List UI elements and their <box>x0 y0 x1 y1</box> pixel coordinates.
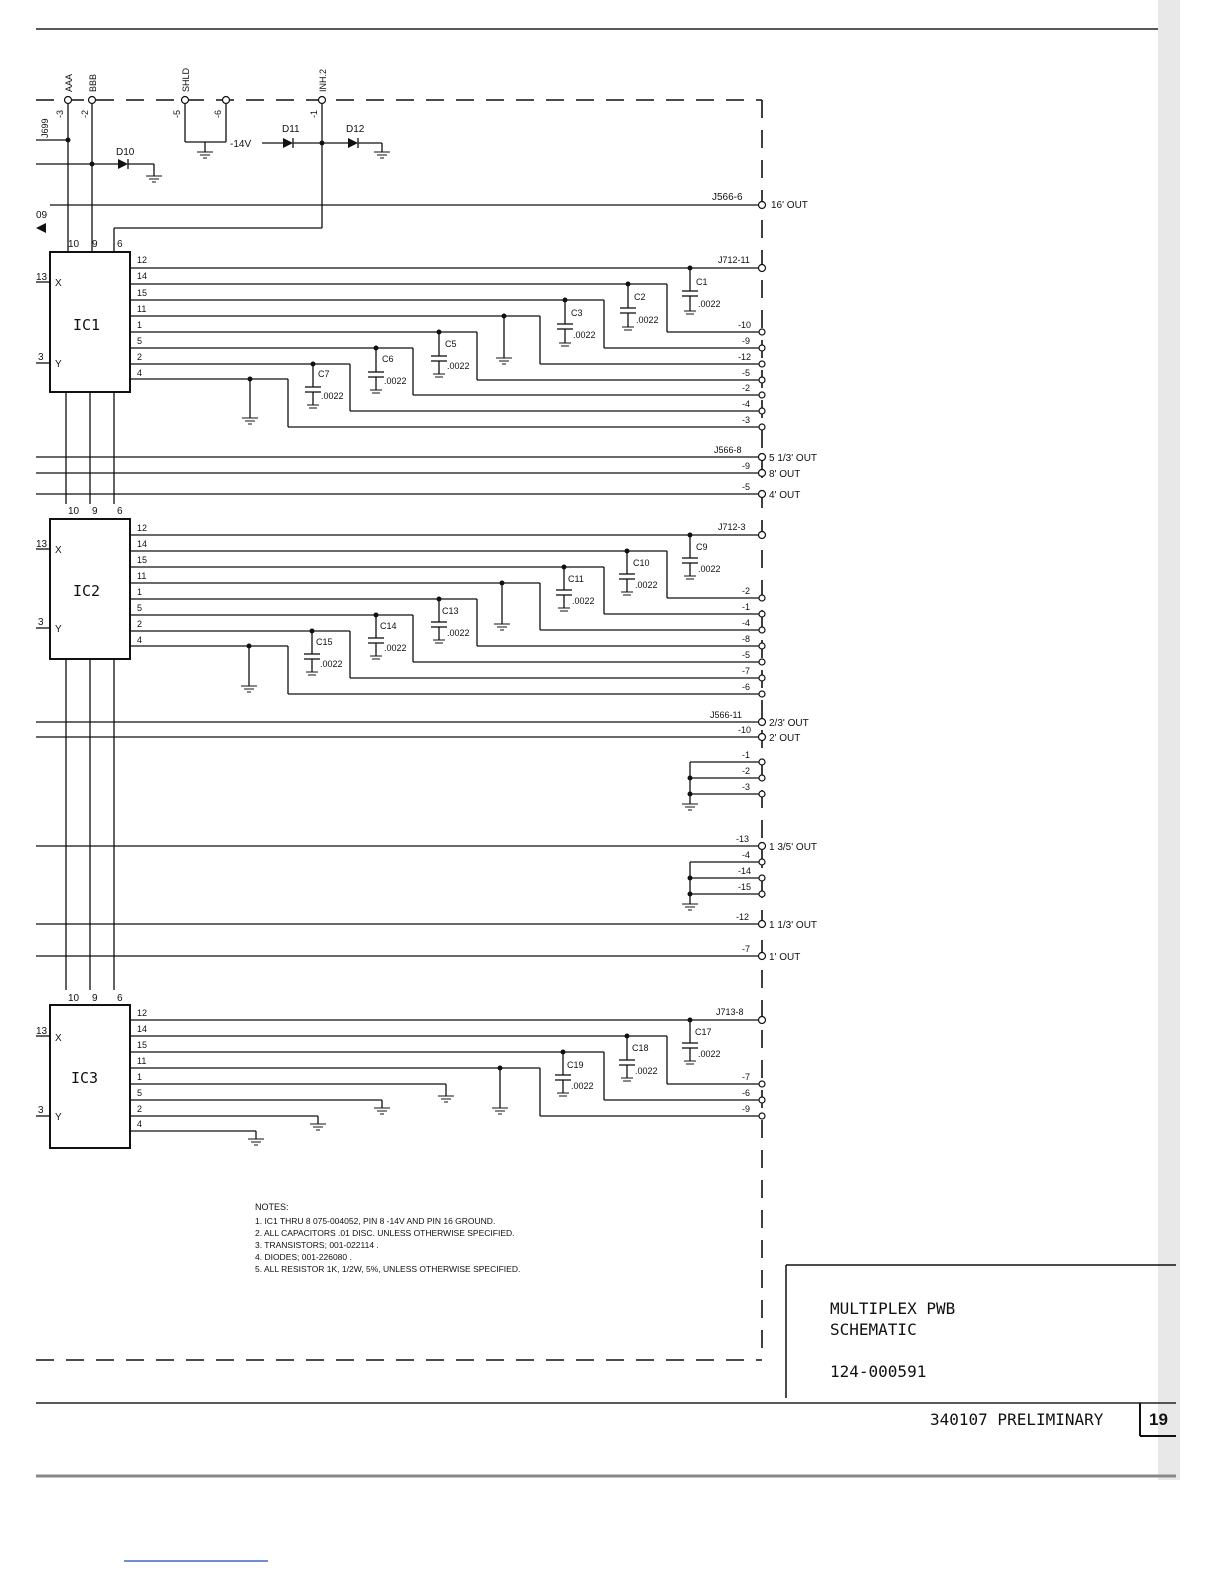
ic2-r11: 11 <box>137 571 147 581</box>
ic2-x: X <box>55 545 62 556</box>
j712-11-p3: -3 <box>742 415 751 425</box>
gnd1-p3: -3 <box>742 782 751 792</box>
j566-p9: -9 <box>742 461 751 471</box>
j566-p7: -7 <box>742 944 751 954</box>
ic1-r2: 2 <box>137 352 143 362</box>
ic1-r11: 11 <box>137 304 147 314</box>
c18-value: .0022 <box>635 1066 658 1076</box>
j712-11-p10: -10 <box>738 320 752 330</box>
pin-label-bbb: -2 <box>80 109 90 118</box>
c7-name: C7 <box>318 369 330 379</box>
ic3-label: IC3 <box>71 1069 99 1087</box>
j712-3-p6: -6 <box>742 682 751 692</box>
j566-p13: -13 <box>736 834 750 844</box>
net-inh2: INH.2 <box>318 68 328 92</box>
j712-3-label: J712-3 <box>718 522 746 532</box>
c19-name: C19 <box>567 1060 584 1070</box>
supply-label: -14V <box>230 139 252 150</box>
ic3-r14: 14 <box>137 1024 148 1034</box>
ic1-pin10: 10 <box>68 239 80 250</box>
j712-3-p5: -5 <box>742 650 751 660</box>
c2-name: C2 <box>634 292 646 302</box>
c7-value: .0022 <box>321 391 344 401</box>
pin-label-shld2: -6 <box>213 109 223 118</box>
c10-name: C10 <box>633 558 650 568</box>
ic3-r11: 11 <box>137 1056 147 1066</box>
j713-8-connector <box>716 1007 766 1119</box>
ic1-block <box>36 239 762 504</box>
c17-name: C17 <box>695 1027 712 1037</box>
j712-11-p5: -5 <box>742 368 751 378</box>
ic2-r15: 15 <box>137 555 148 565</box>
c15-name: C15 <box>316 637 333 647</box>
ic3-r15: 15 <box>137 1040 148 1050</box>
j712-3-p4: -4 <box>742 618 751 628</box>
note-1: 1. IC1 THRU 8 075-004052, PIN 8 -14V AND PIN 16 GROUND. <box>255 1216 496 1226</box>
ic3-r4: 4 <box>137 1119 143 1129</box>
ic3-r2: 2 <box>137 1104 143 1114</box>
ic1-frag-13: 13 <box>36 272 48 283</box>
j712-11-p2: -2 <box>742 383 751 393</box>
ic1-r14: 14 <box>137 271 148 281</box>
title-block <box>786 1265 1176 1398</box>
c5-value: .0022 <box>447 361 470 371</box>
cap-c19 <box>555 1050 594 1097</box>
net-j699: J699 <box>40 118 50 138</box>
j566-6-label: J566-6 <box>712 192 743 203</box>
gnd2-p15: -15 <box>738 882 752 892</box>
right-edge-shadow <box>1158 0 1180 1480</box>
ic3-pin9: 9 <box>92 993 98 1004</box>
gnd1-p2: -2 <box>742 766 751 776</box>
j713-8-label: J713-8 <box>716 1007 744 1017</box>
j712-11-p12: -12 <box>738 352 752 362</box>
mid-outputs-1 <box>36 445 817 501</box>
ic1-frag-3: 3 <box>38 352 44 363</box>
j713-p9: -9 <box>742 1104 751 1114</box>
ic2-r5: 5 <box>137 603 143 613</box>
j566-p12: -12 <box>736 912 750 922</box>
ic1-capacitors <box>305 266 721 409</box>
ic2-r4: 4 <box>137 635 143 645</box>
net-shld: SHLD <box>181 67 191 92</box>
ic1-y: Y <box>55 359 62 370</box>
pin-label-aaa: -3 <box>55 109 65 118</box>
ic3-r12: 12 <box>137 1008 148 1018</box>
out-2-label: 2' OUT <box>769 733 801 744</box>
c9-name: C9 <box>696 542 708 552</box>
diode-d11-label: D11 <box>282 124 300 135</box>
j713-p7: -7 <box>742 1072 751 1082</box>
frag-label-09: 09 <box>36 210 48 221</box>
cap-c7 <box>305 362 344 409</box>
ic3-r5: 5 <box>137 1088 143 1098</box>
cap-c5 <box>431 330 470 378</box>
cap-c17 <box>682 1018 721 1065</box>
pin-label-shld: -5 <box>172 109 182 118</box>
cap-c18 <box>619 1034 658 1082</box>
ic3-y: Y <box>55 1112 62 1123</box>
c3-name: C3 <box>571 308 583 318</box>
title-line1: MULTIPLEX PWB <box>830 1299 956 1318</box>
cap-c13 <box>431 597 470 644</box>
ic2-r1: 1 <box>137 587 143 597</box>
title-line2: SCHEMATIC <box>830 1320 917 1339</box>
c18-name: C18 <box>632 1043 649 1053</box>
net-aaa: AAA <box>64 73 74 92</box>
c6-name: C6 <box>382 354 394 364</box>
j712-3-p2: -2 <box>742 586 751 596</box>
ic2-r12: 12 <box>137 523 148 533</box>
cap-c3 <box>557 298 596 347</box>
ic2-pin6: 6 <box>117 506 123 517</box>
cap-c15 <box>304 629 343 676</box>
notes-block <box>255 1202 520 1274</box>
j566-p5: -5 <box>742 482 751 492</box>
c15-value: .0022 <box>320 659 343 669</box>
ic3-pin6: 6 <box>117 993 123 1004</box>
title-part-number: 124-000591 <box>830 1362 927 1381</box>
ic3-x: X <box>55 1033 62 1044</box>
top-wiring <box>36 104 762 252</box>
ic1-r15: 15 <box>137 288 148 298</box>
j712-3-connector <box>718 522 766 697</box>
footer <box>930 1403 1176 1436</box>
out-1-label: 1' OUT <box>769 952 801 963</box>
diode-d12-label: D12 <box>346 124 365 135</box>
out-16 <box>712 192 808 211</box>
c17-value: .0022 <box>698 1049 721 1059</box>
pin-label-inh: -1 <box>309 109 319 118</box>
c11-value: .0022 <box>572 596 595 606</box>
j712-11-connector <box>718 255 766 430</box>
c1-name: C1 <box>696 277 708 287</box>
cap-c14 <box>368 613 407 660</box>
c19-value: .0022 <box>571 1081 594 1091</box>
out-513-label: 5 1/3' OUT <box>769 453 818 464</box>
note-4: 4. DIODES; 001-226080 . <box>255 1252 352 1262</box>
c2-value: .0022 <box>636 315 659 325</box>
out-223-label: 2/3' OUT <box>769 718 809 729</box>
ic2-frag-3: 3 <box>38 617 44 628</box>
c13-value: .0022 <box>447 628 470 638</box>
gnd2-p14: -14 <box>738 866 752 876</box>
out-135-label: 1 3/5' OUT <box>769 842 818 853</box>
ic3-frag-13: 13 <box>36 1026 48 1037</box>
c14-value: .0022 <box>384 643 407 653</box>
j712-3-p7: -7 <box>742 666 751 676</box>
j712-11-p4: -4 <box>742 399 751 409</box>
ic2-frag-13: 13 <box>36 539 48 550</box>
gnd2-p4: -4 <box>742 850 751 860</box>
mid-outputs-2 <box>36 710 817 963</box>
note-5: 5. ALL RESISTOR 1K, 1/2W, 5%, UNLESS OTHERWISE SPECIFIED. <box>255 1264 521 1274</box>
diode-d10-label: D10 <box>116 147 135 158</box>
j712-3-p1: -1 <box>742 602 751 612</box>
j712-3-p8: -8 <box>742 634 751 644</box>
ic3-r1: 1 <box>137 1072 143 1082</box>
j566-8-label: J566-8 <box>714 445 742 455</box>
ic1-r1: 1 <box>137 320 143 330</box>
ic2-pin10: 10 <box>68 506 80 517</box>
ic2-r14: 14 <box>137 539 148 549</box>
c11-name: C11 <box>568 574 584 584</box>
out-113-label: 1 1/3' OUT <box>769 920 818 931</box>
j713-p6: -6 <box>742 1088 751 1098</box>
notes-title: NOTES: <box>255 1202 289 1212</box>
cap-c6 <box>368 346 407 394</box>
footer-doc: 340107 PRELIMINARY <box>930 1410 1104 1429</box>
j566-11-label: J566-11 <box>710 710 742 720</box>
ic2-block <box>36 506 762 990</box>
ic3-pin10: 10 <box>68 993 80 1004</box>
cap-c10 <box>619 549 658 596</box>
j712-11-label: J712-11 <box>718 255 750 265</box>
c10-value: .0022 <box>635 580 658 590</box>
ic1-r12: 12 <box>137 255 148 265</box>
c6-value: .0022 <box>384 376 407 386</box>
page-number: 19 <box>1149 1410 1168 1429</box>
ic1-label: IC1 <box>73 316 101 334</box>
net-bbb: BBB <box>88 73 98 92</box>
cap-c9 <box>682 533 721 580</box>
gnd1-p1: -1 <box>742 750 751 760</box>
ic1-pin6: 6 <box>117 239 123 250</box>
ic1-x: X <box>55 278 62 289</box>
ic2-capacitors <box>304 533 721 676</box>
c1-value: .0022 <box>698 299 721 309</box>
ic1-r5: 5 <box>137 336 143 346</box>
note-2: 2. ALL CAPACITORS .01 DISC. UNLESS OTHERWISE SPECIFIED. <box>255 1228 515 1238</box>
ic2-label: IC2 <box>73 582 101 600</box>
ic2-y: Y <box>55 624 62 635</box>
note-3: 3. TRANSISTORS; 001-022114 . <box>255 1240 379 1250</box>
ic2-pin9: 9 <box>92 506 98 517</box>
out-8-label: 8' OUT <box>769 469 801 480</box>
ic2-r2: 2 <box>137 619 143 629</box>
j566-p10: -10 <box>738 725 752 735</box>
ic1-r4: 4 <box>137 368 143 378</box>
cap-c2 <box>620 282 659 331</box>
out-4-label: 4' OUT <box>769 490 801 501</box>
c13-name: C13 <box>442 606 459 616</box>
c9-value: .0022 <box>698 564 721 574</box>
cap-c1 <box>682 266 721 315</box>
ic3-frag-3: 3 <box>38 1105 44 1116</box>
ic1-pin9: 9 <box>92 239 98 250</box>
out-16-label: 16' OUT <box>771 200 808 211</box>
c5-name: C5 <box>445 339 457 349</box>
cap-c11 <box>556 565 595 612</box>
c14-name: C14 <box>380 621 397 631</box>
j712-11-p9: -9 <box>742 336 751 346</box>
c3-value: .0022 <box>573 330 596 340</box>
